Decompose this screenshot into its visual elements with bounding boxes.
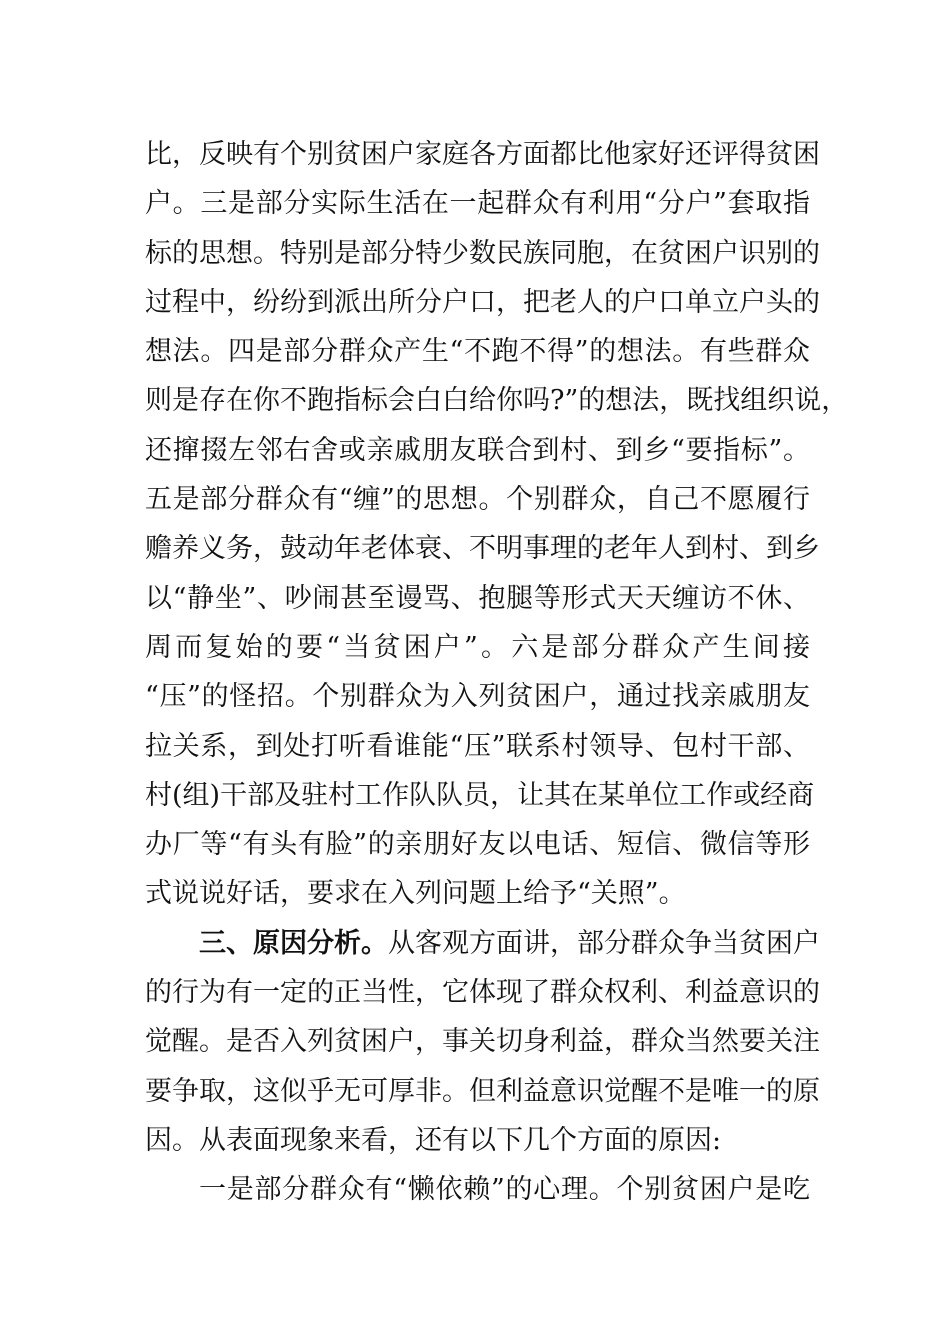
text-line-15: 办厂等“有头有脸”的亲朋好友以电话、短信、微信等形 — [145, 829, 810, 861]
document-body — [145, 130, 849, 1215]
text-line-6: 则是存在你不跑指标会白白给你吗?”的想法，既找组织说， — [145, 385, 849, 417]
section-3-first-line-text: 从客观方面讲，部分群众争当贫困户 — [388, 927, 820, 959]
text-line-7: 还撺掇左邻右舍或亲戚朋友联合到村、到乡“要指标”。 — [145, 434, 810, 466]
text-line-9: 赡养义务，鼓动年老体衰、不明事理的老年人到村、到乡 — [145, 533, 820, 565]
text-line-11: 周而复始的要“当贫困户”。六是部分群众产生间接 — [145, 631, 810, 663]
text-line-1: 比，反映有个别贫困户家庭各方面都比他家好还评得贫困 — [145, 139, 820, 170]
text-line-16: 式说说好话，要求在入列问题上给予“关照”。 — [145, 878, 686, 910]
paragraph-first-line: 一是部分群众有“懒依赖”的心理。个别贫困户是吃 — [199, 1174, 810, 1206]
section-3-line-1: 的行为有一定的正当性，它体现了群众权利、利益意识的 — [145, 977, 820, 1009]
text-line-4: 过程中，纷纷到派出所分户口，把老人的户口单立户头的 — [145, 286, 820, 318]
section-3-line-3: 要争取，这似乎无可厚非。但利益意识觉醒不是唯一的原 — [145, 1075, 820, 1107]
text-line-13: 拉关系，到处打听看谁能“压”联系村领导、包村干部、 — [145, 730, 810, 762]
text-line-10: 以“静坐”、吵闹甚至谩骂、抱腿等形式天天缠访不休、 — [145, 582, 810, 614]
text-line-12: “压”的怪招。个别群众为入列贫困户，通过找亲戚朋友 — [145, 681, 810, 713]
text-line-5: 想法。四是部分群众产生“不跑不得”的想法。有些群众 — [145, 336, 810, 368]
section-3-line-4: 因。从表面现象来看，还有以下几个方面的原因: — [145, 1124, 722, 1156]
section-3-first-line — [145, 919, 820, 968]
section-3-line-2: 觉醒。是否入列贫困户，事关切身利益，群众当然要关注 — [145, 1026, 820, 1058]
text-line-3: 标的思想。特别是部分特少数民族同胞，在贫困户识别的 — [145, 237, 820, 269]
text-line-8: 五是部分群众有“缠”的思想。个别群众，自己不愿履行 — [145, 484, 810, 516]
text-line-14: 村(组)干部及驻村工作队队员，让其在某单位工作或经商 — [145, 779, 815, 811]
section-3-heading: 三、原因分析。 — [199, 927, 388, 959]
text-line-2: 户。三是部分实际生活在一起群众有利用“分户”套取指 — [145, 188, 810, 220]
